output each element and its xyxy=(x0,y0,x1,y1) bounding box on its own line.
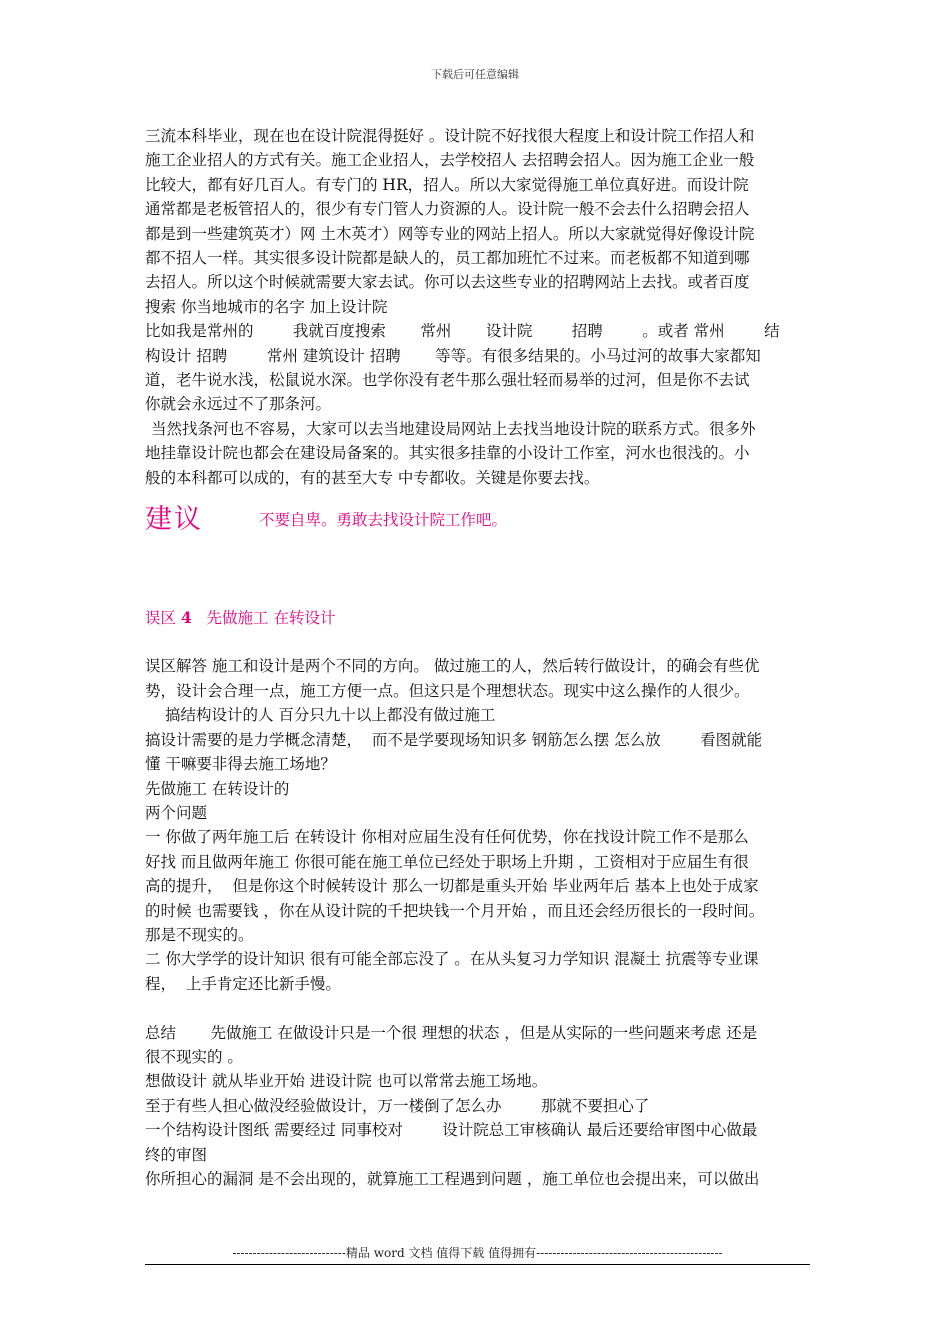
text-line: 般的本科都可以成的，有的甚至大专 中专都收。关键是你要去找。 xyxy=(145,468,600,487)
section-title: 先做施工 在转设计 xyxy=(206,609,336,628)
text-line: 你所担心的漏洞 是不会出现的，就算施工工程遇到问题 ，施工单位也会提出来，可以做出 xyxy=(145,1170,760,1188)
suggestion-callout xyxy=(145,494,810,546)
text-line: 总结 先做施工 在做设计只是一个很 理想的状态 ，但是从实际的一些问题来考虑 还是 xyxy=(145,1023,758,1042)
blank-line xyxy=(145,630,810,654)
text-line: 很不现实的 。 xyxy=(145,1047,243,1066)
page-footer: ----------------------------精品 word 文档 值得下载 值得拥有---------------------------------------------- xyxy=(145,1244,810,1265)
paragraph-two-problems xyxy=(145,728,810,996)
suggestion-text: 不要自卑。勇敢去找设计院工作吧。 xyxy=(259,510,508,529)
paragraph-summary xyxy=(145,1021,810,1192)
text-line: 都不招人一样。其实很多设计院都是缺人的，员工都加班忙不过来。而老板都不知道到哪 xyxy=(145,249,750,268)
text-line: 搞结构设计的人 百分只九十以上都没有做过施工 xyxy=(165,706,496,725)
text-line: 一 你做了两年施工后 在转设计 你相对应届生没有任何优势，你在找设计院工作不是那么 xyxy=(145,828,749,847)
text-line: 施工企业招人的方式有关。施工企业招人，去学校招人 去招聘会招人。因为施工企业一般 xyxy=(145,151,755,170)
section-heading xyxy=(145,606,810,630)
text-line: 高的提升， 但是你这个时候转设计 那么一切都是重头开始 毕业两年后 基本上也处于成家 xyxy=(145,877,759,896)
text-line: 你就会永远过不了那条河。 xyxy=(145,395,332,414)
text-line: 势，设计会合理一点，施工方便一点。但这只是个理想状态。现实中这么操作的人很少。 xyxy=(145,681,750,700)
section-number: 4 xyxy=(180,608,192,628)
blank-line xyxy=(145,996,810,1020)
text-line: 通常都是老板管招人的，很少有专门管人力资源的人。设计院一般不会去什么招聘会招人 xyxy=(145,200,750,219)
text-line: 比较大，都有好几百人。有专门的 HR，招人。所以大家觉得施工单位真好进。而设计院 xyxy=(145,175,749,194)
text-line: 三流本科毕业，现在也在设计院混得挺好 。设计院不好找很大程度上和设计院工作招人和 xyxy=(145,127,755,145)
text-line: 地挂靠设计院也都会在建设局备案的。其实很多挂靠的小设计工作室，河水也很浅的。小 xyxy=(145,444,750,463)
suggestion-title: 建议 xyxy=(145,503,203,535)
text-line: 终的审图 xyxy=(145,1145,208,1164)
text-line: 两个问题 xyxy=(145,803,208,822)
text-line: 先做施工 在转设计的 xyxy=(145,779,290,798)
text-line: 去招人。所以这个时候就需要大家去试。你可以去这些专业的招聘网站上去找。或者百度 xyxy=(145,273,750,292)
text-line: 至于有些人担心做没经验做设计，万一楼倒了怎么办 那就不要担心了 xyxy=(145,1096,650,1115)
paragraph-find-river xyxy=(145,417,810,490)
page-header: 下载后可任意编辑 xyxy=(431,68,519,81)
text-line: 当然找条河也不容易，大家可以去当地建设局网站上去找当地设计院的联系方式。很多外 xyxy=(151,419,756,438)
section-prefix: 误区 xyxy=(145,609,177,628)
text-line: 比如我是常州的 我就百度搜索 常州 设计院 招聘 。或者 常州 结 xyxy=(145,322,780,341)
text-line: 想做设计 就从毕业开始 进设计院 也可以常常去施工场地。 xyxy=(145,1072,548,1091)
text-line: 的时候 也需要钱 ，你在从设计院的千把块钱一个月开始 ，而且还会经历很长的一段时间。 xyxy=(145,901,765,920)
text-line: 二 你大学学的设计知识 很有可能全部忘没了 。在从头复习力学知识 混凝土 抗震等专业课 xyxy=(145,950,759,969)
text-line: 构设计 招聘 常州 建筑设计 招聘 等等。有很多结果的。小马过河的故事大家都知 xyxy=(145,346,761,365)
text-line: 程， 上手肯定还比新手慢。 xyxy=(145,974,341,993)
text-line: 误区解答 施工和设计是两个不同的方向。 做过施工的人，然后转行做设计，的确会有些优 xyxy=(145,657,760,676)
text-line: 懂 干嘛要非得去施工场地？ xyxy=(145,755,336,774)
document-body xyxy=(145,124,810,1191)
paragraph-answer xyxy=(145,654,810,727)
text-line: 那是不现实的。 xyxy=(145,925,254,944)
text-line: 都是到一些建筑英才）网 土木英才）网等专业的网站上招人。所以大家就觉得好像设计院 xyxy=(145,224,755,243)
text-line: 道，老牛说水浅，松鼠说水深。也学你没有老牛那么强壮轻而易举的过河，但是你不去试 xyxy=(145,371,750,390)
text-line: 一个结构设计图纸 需要经过 同事校对 设计院总工审核确认 最后还要给审图中心做最 xyxy=(145,1121,758,1140)
text-line: 搞设计需要的是力学概念清楚， 而不是学要现场知识多 钢筋怎么摆 怎么放 看图就能 xyxy=(145,730,763,749)
text-line: 好找 而且做两年施工 你很可能在施工单位已经处于职场上升期 ，工资相对于应届生有很 xyxy=(145,852,749,871)
paragraph-recruitment xyxy=(145,124,810,417)
text-line: 搜索 你当地城市的名字 加上设计院 xyxy=(145,297,388,316)
